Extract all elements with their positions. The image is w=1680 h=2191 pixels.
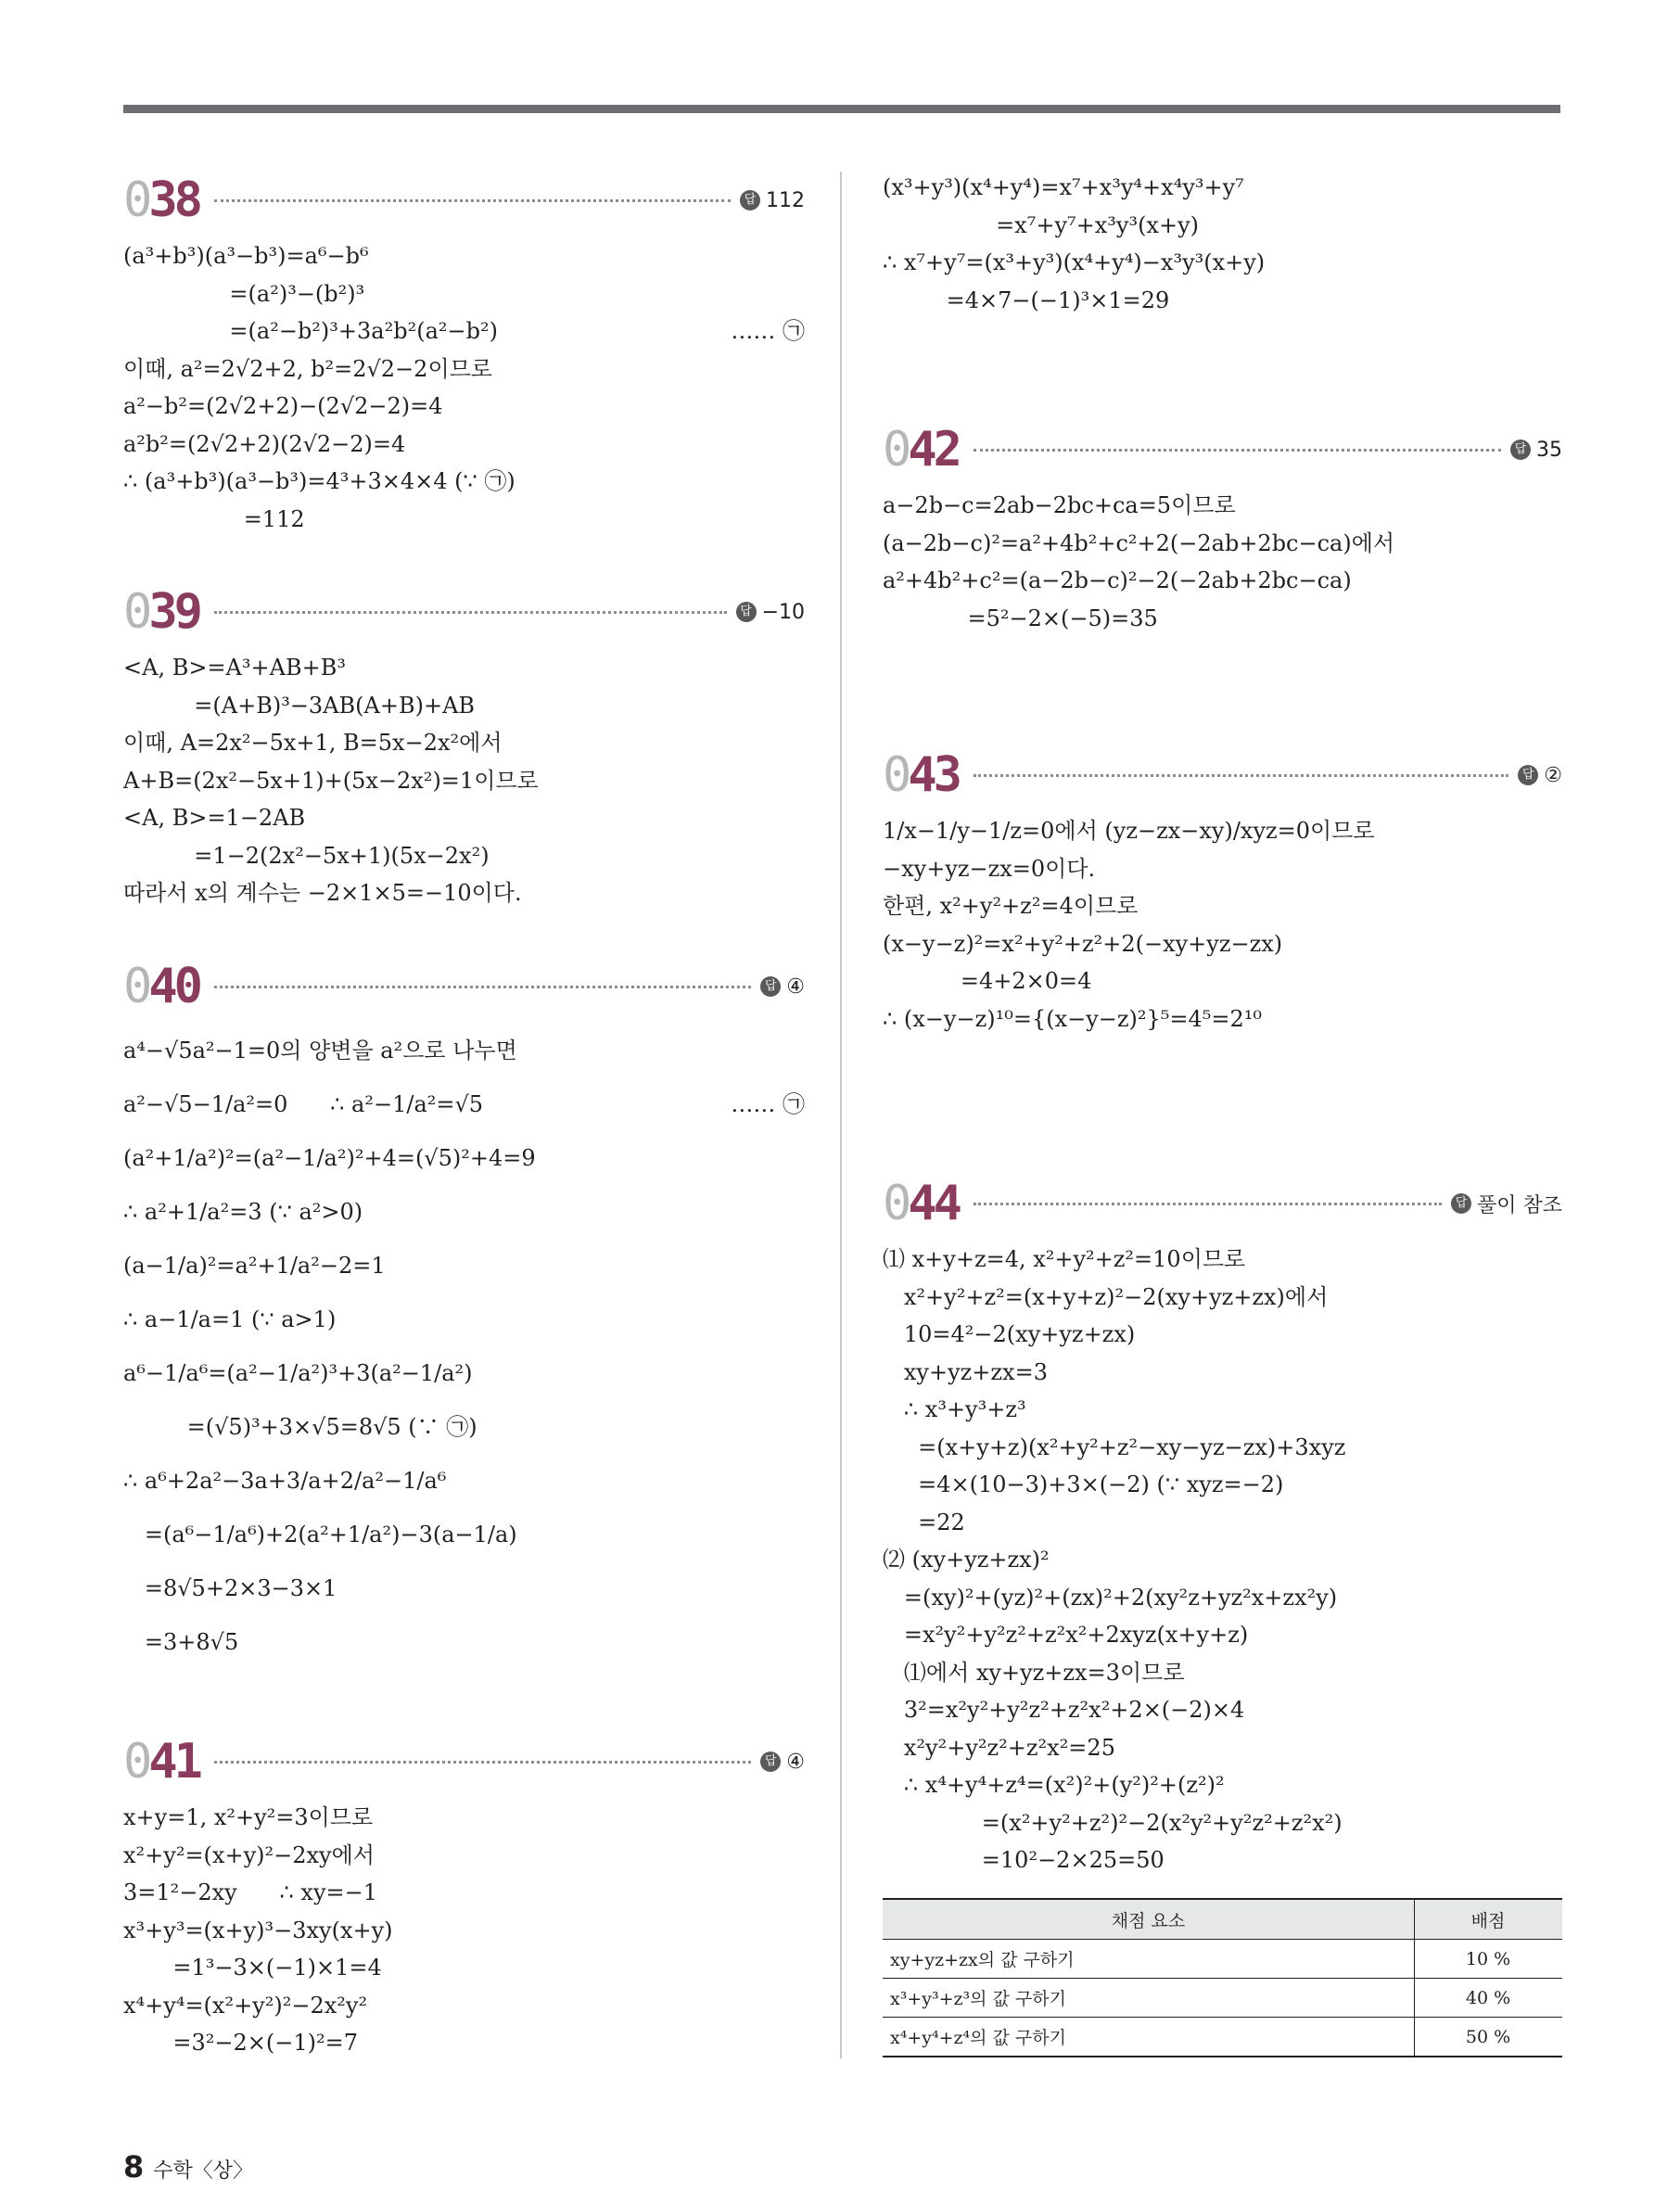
problem-number: 0 44 [883, 1176, 959, 1231]
solution-line [123, 1949, 805, 1987]
solution-line [883, 1429, 1562, 1467]
solution-line [123, 501, 805, 539]
score-value: 40 % [1415, 1979, 1563, 2018]
solution-line-text: a⁴−√5a²−1=0의 양변을 a²으로 나누면 [123, 1038, 517, 1064]
solution-line-text: a−2b−c=2ab−2bc+ca=5이므로 [883, 492, 1236, 518]
problem-044 [883, 1176, 1562, 1879]
score-item: x⁴+y⁴+z⁴의 값 구하기 [883, 2018, 1415, 2057]
solution-line-text: =(xy)²+(yz)²+(zx)²+2(xy²z+yz²x+zx²y) [883, 1584, 1338, 1611]
problem-038 [123, 172, 805, 538]
solution-line [123, 2024, 805, 2062]
solution-line [123, 687, 805, 725]
solution-line [883, 850, 1562, 888]
solution-line-text: =112 [123, 505, 305, 532]
score-item: x³+y³+z³의 값 구하기 [883, 1979, 1415, 2018]
solution-line-text: 1/x−1/y−1/z=0에서 (yz−zx−xy)/xyz=0이므로 [883, 818, 1375, 844]
answer: 답 112 [740, 189, 805, 212]
solution-line-text: (x³+y³)(x⁴+y⁴)=x⁷+x³y⁴+x⁴y³+y⁷ [883, 174, 1244, 200]
solution-line [123, 1508, 805, 1561]
solution-line [883, 1000, 1562, 1038]
solution-line [883, 1391, 1562, 1429]
solution-line [123, 1561, 805, 1615]
solution-line [123, 649, 805, 687]
leader-dots [214, 611, 727, 614]
solution-line-text: ⑵ (xy+yz+zx)² [883, 1547, 1050, 1573]
solution-line-text: a⁶−1/a⁶=(a²−1/a²)³+3(a²−1/a²) [123, 1360, 473, 1386]
top-rule [123, 105, 1560, 113]
solution-line [123, 1615, 805, 1669]
solution-line-text: ∴ (a³+b³)(a³−b³)=4³+3×4×4 (∵ ㉠) [123, 468, 515, 494]
problem-header [883, 747, 1562, 803]
column-divider [840, 172, 842, 2058]
solution-line [883, 1691, 1562, 1729]
solution-line-text: 10=4²−2(xy+yz+zx) [883, 1321, 1136, 1347]
solution-line [123, 275, 805, 313]
solution-line [123, 1400, 805, 1454]
solution-line [883, 812, 1562, 850]
answer: 답 −10 [736, 601, 805, 624]
solution-line-text: x⁴+y⁴=(x²+y²)²−2x²y² [123, 1992, 368, 2019]
solution-line [883, 1241, 1562, 1279]
solution-line [123, 799, 805, 837]
answer-icon: 답 [736, 602, 757, 622]
solution-line [123, 724, 805, 762]
book-title: 수학〈상〉 [153, 2159, 254, 2183]
solution-line [123, 1454, 805, 1508]
solution-line [883, 562, 1562, 600]
solution-line [123, 874, 805, 912]
solution-line-text: =(a²)³−(b²)³ [123, 280, 365, 307]
leader-dots [974, 774, 1508, 777]
solution-line-text: (a−1/a)²=a²+1/a²−2=1 [123, 1253, 386, 1279]
solution-line-text: =(x+y+z)(x²+y²+z²−xy−yz−zx)+3xyz [883, 1433, 1346, 1460]
solution-lines [883, 487, 1562, 637]
solution-lines [883, 1241, 1562, 1879]
solution-line-text: =8√5+2×3−3×1 [123, 1575, 337, 1601]
page-number: 8 [123, 2149, 145, 2185]
solution-line [883, 1316, 1562, 1354]
solution-line-text: =4×(10−3)+3×(−2) (∵ xyz=−2) [883, 1471, 1284, 1497]
solution-line [123, 312, 805, 350]
solution-line-text: =x⁷+y⁷+x³y³(x+y) [883, 211, 1199, 238]
solution-line [123, 1912, 805, 1950]
solution-line-text: =(A+B)³−3AB(A+B)+AB [123, 692, 476, 719]
solution-line-text: 따라서 x의 계수는 −2×1×5=−10이다. [123, 880, 522, 906]
solution-line [883, 1616, 1562, 1654]
solution-line-text: 이때, a²=2√2+2, b²=2√2−2이므로 [123, 355, 492, 382]
solution-line-text: ⑴에서 xy+yz+zx=3이므로 [883, 1659, 1185, 1686]
solution-line [123, 1131, 805, 1185]
problem-header [123, 959, 805, 1014]
table-row [883, 1940, 1562, 1979]
solution-line-text: =4×7−(−1)³×1=29 [883, 287, 1170, 313]
solution-lines [883, 169, 1562, 319]
solution-line-text: A+B=(2x²−5x+1)+(5x−2x²)=1이므로 [123, 767, 539, 794]
solution-line-text: ∴ (x−y−z)¹⁰={(x−y−z)²}⁵=4⁵=2¹⁰ [883, 1005, 1263, 1032]
solution-line [883, 282, 1562, 320]
solution-lines [123, 237, 805, 538]
problem-041 [123, 1734, 805, 2062]
problem-number: 0 38 [123, 172, 199, 228]
table-row [883, 1979, 1562, 2018]
answer: 답 ④ [760, 1751, 805, 1774]
solution-line-text: 3²=x²y²+y²z²+z²x²+2×(−2)×4 [883, 1697, 1245, 1723]
solution-line-text: ∴ a⁶+2a²−3a+3/a+2/a²−1/a⁶ [123, 1468, 447, 1494]
solution-line-text: xy+yz+zx=3 [883, 1358, 1048, 1385]
table-row [883, 2018, 1562, 2057]
leader-dots [214, 1761, 751, 1764]
solution-line [123, 1874, 805, 1912]
problem-header [123, 172, 805, 228]
solution-line [123, 1077, 805, 1131]
solution-line-text: =1−2(2x²−5x+1)(5x−2x²) [123, 842, 490, 869]
answer-icon: 답 [1510, 439, 1531, 460]
problem-number: 0 40 [123, 959, 199, 1014]
solution-line [883, 962, 1562, 1000]
solution-line-text: a²b²=(2√2+2)(2√2−2)=4 [123, 430, 406, 457]
solution-line-text: (x−y−z)²=x²+y²+z²+2(−xy+yz−zx) [883, 930, 1283, 957]
solution-line-text: −xy+yz−zx=0이다. [883, 855, 1096, 882]
answer-icon: 답 [760, 1752, 781, 1772]
solution-line-text: (a³+b³)(a³−b³)=a⁶−b⁶ [123, 243, 369, 269]
solution-line [123, 1293, 805, 1346]
solution-line-text: 3=1²−2xy ∴ xy=−1 [123, 1879, 377, 1905]
problem-041-continued [883, 169, 1562, 319]
score-value: 10 % [1415, 1940, 1563, 1979]
solution-line-text: a²−√5−1/a²=0 ∴ a²−1/a²=√5 [123, 1091, 484, 1117]
solution-line [883, 1579, 1562, 1617]
solution-line [883, 1654, 1562, 1692]
solution-line-text: =4+2×0=4 [883, 968, 1092, 994]
solution-line-text: =1³−3×(−1)×1=4 [123, 1955, 382, 1981]
solution-line [123, 388, 805, 426]
header-score: 배점 [1415, 1899, 1563, 1940]
answer-icon: 답 [1451, 1193, 1471, 1214]
solution-line-text: <A, B>=1−2AB [123, 805, 306, 831]
solution-line-text: =3+8√5 [123, 1629, 239, 1655]
solution-line-text: 이때, A=2x²−5x+1, B=5x−2x²에서 [123, 730, 503, 756]
page-footer [123, 2149, 253, 2185]
solution-line-text: =x²y²+y²z²+z²x²+2xyz(x+y+z) [883, 1622, 1249, 1648]
solution-line [883, 1279, 1562, 1317]
solution-line-text: (a²+1/a²)²=(a²−1/a²)²+4=(√5)²+4=9 [123, 1145, 536, 1171]
solution-line [123, 463, 805, 501]
solution-line-text: a²−b²=(2√2+2)−(2√2−2)=4 [123, 393, 443, 419]
solution-line-text: ∴ a²+1/a²=3 (∵ a²>0) [123, 1199, 363, 1225]
problem-043 [883, 747, 1562, 1038]
problem-039 [123, 584, 805, 912]
solution-line [123, 426, 805, 464]
score-value: 50 % [1415, 2018, 1563, 2057]
solution-lines [883, 812, 1562, 1038]
solution-line [883, 1541, 1562, 1579]
answer: 답 풀이 참조 [1451, 1190, 1562, 1218]
solution-line [883, 1841, 1562, 1879]
solution-line [123, 1024, 805, 1077]
solution-line-text: =22 [883, 1509, 965, 1535]
solution-line-text: =3²−2×(−1)²=7 [123, 2030, 358, 2056]
problem-number: 0 42 [883, 422, 959, 478]
problem-number: 0 43 [883, 747, 959, 803]
solution-line-text: 한편, x²+y²+z²=4이므로 [883, 893, 1139, 919]
solution-line [123, 1346, 805, 1400]
solution-line-text: ⑴ x+y+z=4, x²+y²+z²=10이므로 [883, 1246, 1246, 1272]
solution-line [123, 762, 805, 800]
solution-line-text: a²+4b²+c²=(a−2b−c)²−2(−2ab+2bc−ca) [883, 567, 1352, 593]
answer-icon: 답 [740, 190, 760, 210]
solution-line [123, 1799, 805, 1837]
solution-line-text: =(a⁶−1/a⁶)+2(a²+1/a²)−3(a−1/a) [123, 1522, 517, 1548]
answer-icon: 답 [760, 976, 781, 997]
solution-line-text: x³+y³=(x+y)³−3xy(x+y) [123, 1917, 393, 1943]
solution-line-text: =(√5)³+3×√5=8√5 (∵ ㉠) [123, 1414, 477, 1440]
answer: 답 35 [1510, 439, 1562, 462]
solution-line [123, 237, 805, 275]
solution-line-text: =(x²+y²+z²)²−2(x²y²+y²z²+z²x²) [883, 1809, 1343, 1836]
solution-line-text: =5²−2×(−5)=35 [883, 605, 1158, 631]
solution-line [123, 1987, 805, 2025]
score-table [883, 1898, 1562, 2057]
solution-line-text: x²+y²+z²=(x+y+z)²−2(xy+yz+zx)에서 [883, 1283, 1329, 1310]
solution-line [883, 169, 1562, 207]
problem-042 [883, 422, 1562, 637]
solution-lines [123, 649, 805, 912]
solution-line-text: ∴ x⁷+y⁷=(x³+y³)(x⁴+y⁴)−x³y³(x+y) [883, 249, 1266, 275]
problem-number: 0 39 [123, 584, 199, 640]
header-item: 채점 요소 [883, 1899, 1415, 1940]
solution-line [883, 1466, 1562, 1504]
solution-line [883, 925, 1562, 963]
leader-dots [974, 449, 1501, 452]
solution-line [883, 1354, 1562, 1392]
problem-header [123, 1734, 805, 1790]
solution-line [123, 837, 805, 875]
problem-header [883, 1176, 1562, 1231]
solution-line-text: x+y=1, x²+y²=3이므로 [123, 1804, 374, 1830]
solution-line-text: (a−2b−c)²=a²+4b²+c²+2(−2ab+2bc−ca)에서 [883, 529, 1395, 556]
solution-line [123, 350, 805, 389]
score-item: xy+yz+zx의 값 구하기 [883, 1940, 1415, 1979]
solution-line [123, 1837, 805, 1875]
solution-line [883, 1504, 1562, 1542]
equation-marker: …… ㉠ [731, 318, 805, 344]
solution-line [883, 887, 1562, 925]
solution-line [883, 207, 1562, 245]
solution-line-text: x²+y²=(x+y)²−2xy에서 [123, 1841, 375, 1868]
leader-dots [214, 986, 751, 988]
answer-icon: 답 [1518, 765, 1538, 785]
solution-line-text: ∴ x³+y³+z³ [883, 1396, 1026, 1422]
solution-line-text: =10²−2×25=50 [883, 1847, 1165, 1873]
solution-line-text: <A, B>=A³+AB+B³ [123, 655, 346, 681]
answer: 답 ② [1518, 764, 1562, 787]
solution-line [883, 1766, 1562, 1804]
solution-line [123, 1239, 805, 1293]
problem-header [123, 584, 805, 640]
score-table-header [883, 1899, 1562, 1940]
solution-line-text: ∴ a−1/a=1 (∵ a>1) [123, 1306, 337, 1332]
solution-line [123, 1185, 805, 1239]
solution-line-text: =(a²−b²)³+3a²b²(a²−b²) [123, 318, 498, 344]
solution-line [883, 600, 1562, 638]
answer: 답 ④ [760, 975, 805, 999]
leader-dots [974, 1203, 1442, 1205]
solution-lines [123, 1799, 805, 2062]
solution-line [883, 1729, 1562, 1767]
problem-040 [123, 959, 805, 1669]
problem-header [883, 422, 1562, 478]
solution-line-text: x²y²+y²z²+z²x²=25 [883, 1734, 1115, 1761]
solution-lines [123, 1024, 805, 1669]
equation-marker: …… ㉠ [731, 1091, 805, 1117]
solution-line [883, 244, 1562, 282]
solution-line [883, 525, 1562, 563]
solution-line-text: ∴ x⁴+y⁴+z⁴=(x²)²+(y²)²+(z²)² [883, 1772, 1225, 1798]
solution-line [883, 487, 1562, 525]
problem-number: 0 41 [123, 1734, 199, 1790]
leader-dots [214, 199, 731, 202]
solution-line [883, 1804, 1562, 1842]
